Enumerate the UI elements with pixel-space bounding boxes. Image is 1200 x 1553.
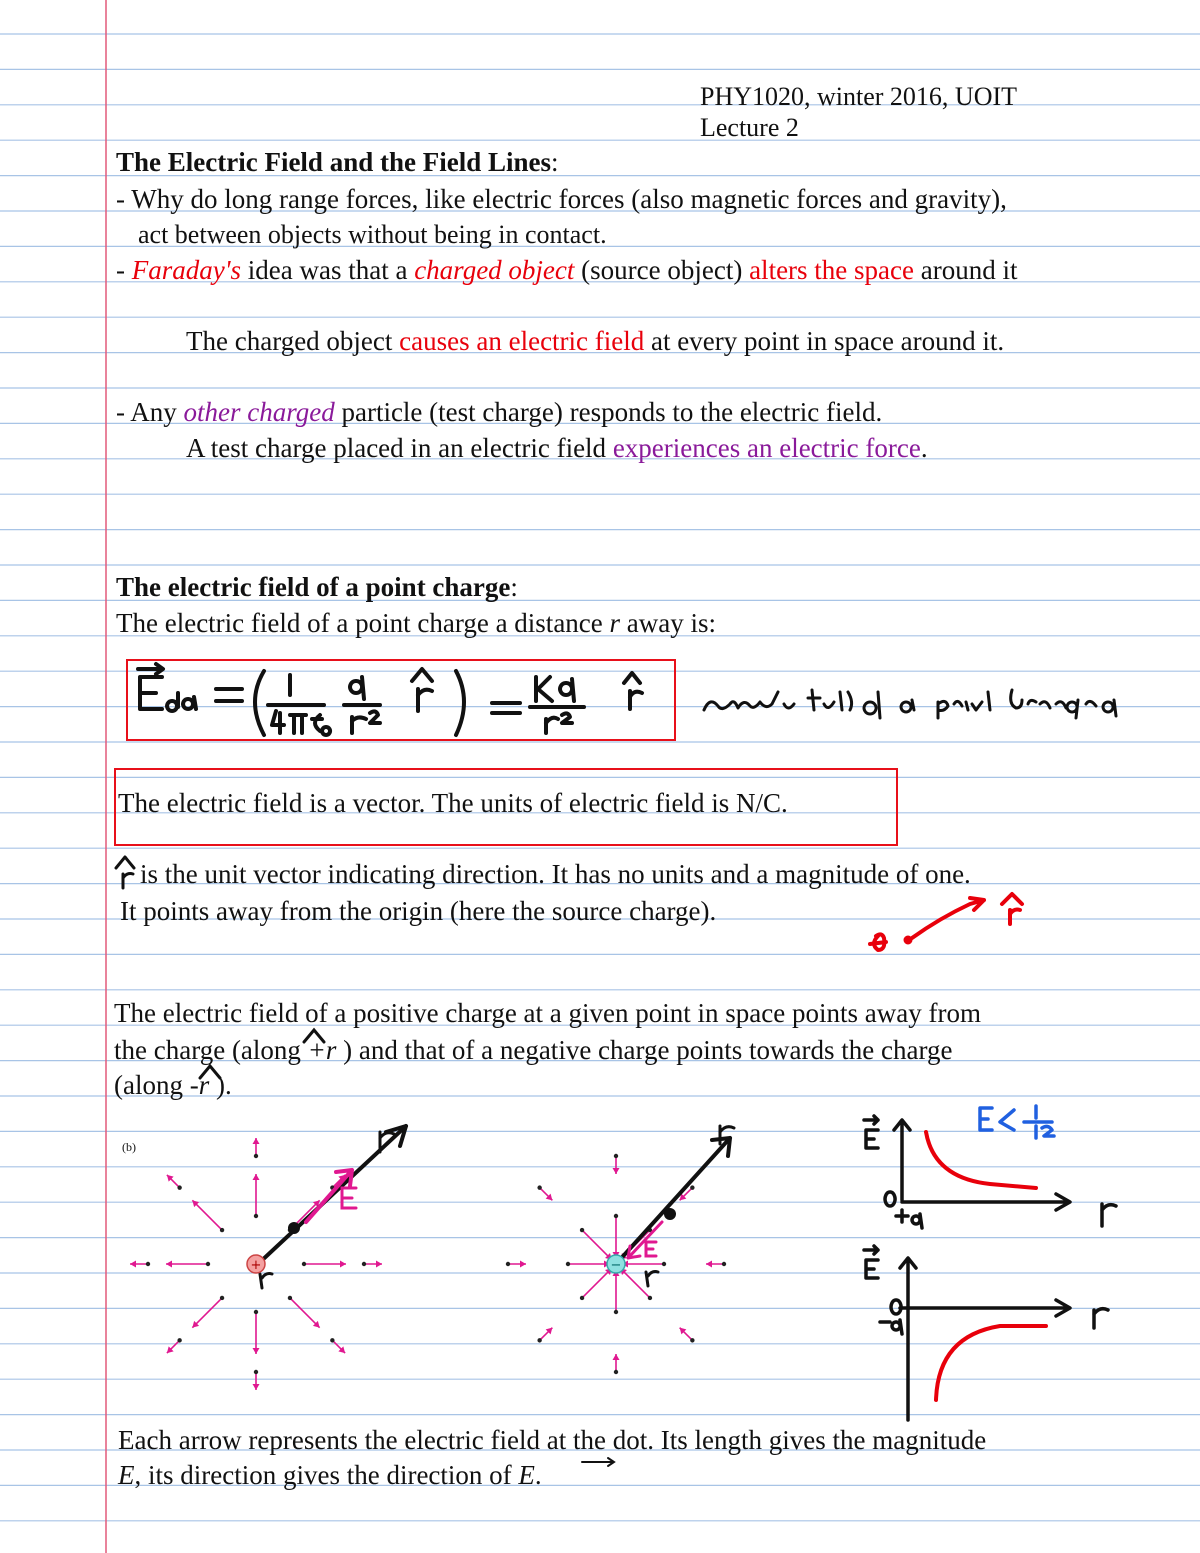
bullet3-t2: particle (test charge) responds to the electric field. — [334, 397, 883, 427]
field-sample-dot — [614, 1310, 618, 1314]
field-arrow — [192, 1200, 222, 1230]
E-label — [342, 1188, 356, 1208]
positive-field-curve — [926, 1132, 1036, 1188]
field-arrow — [582, 1268, 612, 1298]
field-sample-dot — [302, 1262, 306, 1266]
field-sample-dot — [690, 1185, 694, 1189]
field-sample-dot — [614, 1154, 618, 1158]
field-sample-dot — [288, 1296, 292, 1300]
field-arrowhead — [253, 1174, 260, 1180]
section1-title: The Electric Field and the Field Lines — [116, 147, 551, 177]
caption-end: . — [534, 1460, 542, 1490]
field-sample-dot — [220, 1296, 224, 1300]
field-arrowhead — [253, 1138, 260, 1144]
bullet1-line2: act between objects without being in contact. — [138, 220, 607, 249]
top-graph-y-axis — [894, 1120, 910, 1200]
bullet2-line — [116, 255, 1017, 286]
caption-t: , its direction gives the direction of — [134, 1460, 519, 1490]
indent-t2: at every point in space around it. — [644, 326, 1005, 356]
experiences-force-text: experiences an electric force — [612, 433, 921, 463]
field-arrowhead — [253, 1348, 260, 1354]
bullet2-t1: idea was that a — [241, 255, 415, 285]
bottom-graph-y-axis — [900, 1258, 916, 1420]
vector-units-text: The electric field is a vector. The units of electric field is N/C. — [118, 788, 788, 818]
alters-space-text: alters the space — [749, 255, 914, 285]
top-graph-x-axis — [902, 1194, 1070, 1210]
field-sample-dot — [722, 1262, 726, 1266]
E-label-neg — [646, 1242, 656, 1256]
coulomb-field-formula — [126, 659, 686, 749]
field-arrowhead — [520, 1261, 526, 1268]
field-arrowhead — [706, 1261, 712, 1268]
hat-mark-plus-r — [300, 1026, 330, 1046]
para3-minus-r: -r — [189, 1070, 210, 1100]
field-sample-dot — [648, 1296, 652, 1300]
test-charge-line — [186, 433, 928, 464]
intro-t2: away is: — [620, 608, 717, 638]
negative-sign: − — [610, 1258, 622, 1273]
section2-title: The electric field of a point charge — [116, 572, 511, 602]
field-arrowhead — [376, 1261, 382, 1268]
hat-mark-minus-r — [196, 1062, 226, 1082]
field-sample-dot — [566, 1262, 570, 1266]
paragraph-line1: The electric field of a positive charge at a given point in space points away from — [114, 998, 981, 1028]
bullet1-line1: - Why do long range forces, like electric forces (also magnetic forces and gravity), — [116, 184, 1007, 214]
field-sample-dot — [254, 1154, 258, 1158]
paragraph-line2 — [114, 1035, 952, 1066]
field-sample-dot — [330, 1338, 334, 1342]
para2-plus-r: +r — [307, 1035, 337, 1065]
caption-E1: E — [118, 1460, 135, 1490]
field-sample-dot — [614, 1214, 618, 1218]
intro-t1: The electric field of a point charge a distance — [116, 608, 610, 638]
para2-t1: the charge (along — [114, 1035, 308, 1065]
test-t1: A test charge placed in an electric field — [186, 433, 613, 463]
other-charged-text: other charged — [183, 397, 335, 427]
field-sample-dot — [254, 1370, 258, 1374]
indent-t1: The charged object — [186, 326, 400, 356]
origin-r-hat-sketch — [860, 890, 1040, 960]
field-point-dot — [288, 1222, 300, 1234]
positive-charge-field-diagram — [110, 1110, 440, 1410]
negative-charge-field-diagram — [480, 1110, 800, 1410]
positive-sign: + — [250, 1258, 262, 1273]
para3-t2: ). — [209, 1070, 232, 1100]
field-arrow — [192, 1298, 222, 1328]
panel-label: (b) — [122, 1140, 136, 1154]
field-sample-dot — [690, 1338, 694, 1342]
lecture-number: Lecture 2 — [700, 113, 799, 142]
field-sample-dot — [506, 1262, 510, 1266]
caption-line1: Each arrow represents the electric field at the dot. Its length gives the magnitude — [118, 1425, 987, 1455]
point-charge-intro — [116, 608, 716, 639]
proportionality-note — [980, 1106, 1054, 1138]
section2-colon: : — [510, 572, 518, 602]
field-arrowhead — [253, 1384, 260, 1390]
para2-t2: ) and that of a negative charge points towards the charge — [336, 1035, 953, 1065]
test-t2: . — [920, 433, 928, 463]
faraday-text: Faraday's — [131, 255, 242, 285]
field-arrowhead — [130, 1261, 136, 1268]
caption-E2: E — [518, 1460, 535, 1490]
field-sample-dot — [206, 1262, 210, 1266]
bullet3-line — [116, 397, 882, 428]
field-sample-dot — [537, 1338, 541, 1342]
field-sample-dot — [614, 1370, 618, 1374]
field-arrowhead — [613, 1354, 620, 1360]
bullet3-t1: - Any — [116, 397, 184, 427]
bullet2-t3: around it — [914, 255, 1018, 285]
field-sample-dot — [537, 1185, 541, 1189]
E-vector-arrow — [306, 1170, 352, 1222]
caption-line2 — [118, 1460, 542, 1491]
negative-field-curve — [936, 1326, 1046, 1400]
charged-object-text: charged object — [414, 255, 575, 285]
field-arrowhead — [340, 1261, 346, 1268]
field-sample-dot — [362, 1262, 366, 1266]
caption-vector-arrow — [580, 1456, 620, 1468]
unit-vector-line1: is the unit vector indicating direction. It has no units and a magnitude of one. — [140, 859, 971, 889]
course-header: PHY1020, winter 2016, UOIT — [700, 82, 1018, 111]
position-vector-line-neg — [616, 1138, 730, 1264]
field-arrowhead — [613, 1168, 620, 1174]
field-arrow — [582, 1230, 612, 1260]
field-sample-dot — [254, 1310, 258, 1314]
para3-t1: (along — [114, 1070, 190, 1100]
field-sample-dot — [662, 1262, 666, 1266]
field-sample-dot — [254, 1214, 258, 1218]
bullet2-dash: - — [116, 255, 132, 285]
field-point-dot-neg — [664, 1208, 676, 1220]
formula-handwritten-note — [700, 684, 1130, 724]
field-arrow — [290, 1298, 320, 1328]
charged-object-line — [186, 326, 1004, 357]
unit-vector-line2: It points away from the origin (here the source charge). — [120, 896, 717, 926]
field-sample-dot — [580, 1228, 584, 1232]
field-sample-dot — [146, 1262, 150, 1266]
bottom-graph-x-axis — [900, 1300, 1070, 1316]
section1-colon: : — [550, 147, 559, 177]
section1-heading — [116, 147, 559, 178]
field-sample-dot — [177, 1185, 181, 1189]
r-hat-symbol — [112, 852, 142, 892]
section2-heading — [116, 572, 518, 603]
field-arrowhead — [166, 1261, 172, 1268]
causes-field-text: causes an electric field — [399, 326, 645, 356]
E-versus-r-graphs — [850, 1100, 1130, 1420]
field-sample-dot — [177, 1338, 181, 1342]
field-sample-dot — [580, 1296, 584, 1300]
intro-r: r — [609, 608, 621, 638]
bullet2-t2: (source object) — [574, 255, 750, 285]
field-sample-dot — [220, 1228, 224, 1232]
